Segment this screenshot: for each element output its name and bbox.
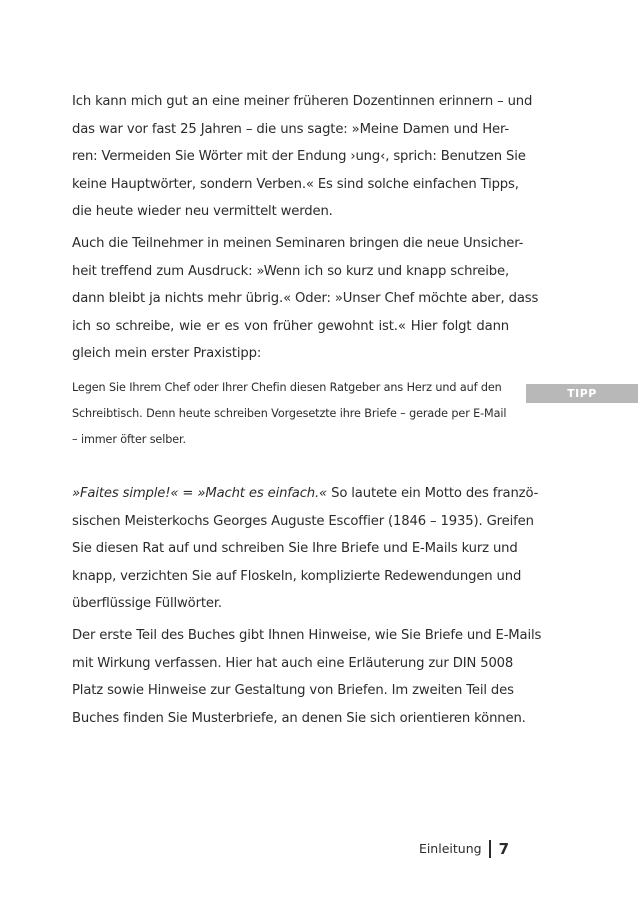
text-line: sischen Meisterkochs Georges Auguste Escoffier (1846 – 1935). Greifen: [72, 513, 534, 529]
tip-line: Schreibtisch. Denn heute schreiben Vorgesetzte ihre Briefe – gerade per E-Mail: [72, 407, 507, 420]
text-line: dann bleibt ja nichts mehr übrig.« Oder: »Unser Chef möchte aber, dass: [72, 291, 539, 307]
text-line: Platz sowie Hinweise zur Gestaltung von Briefen. Im zweiten Teil des: [72, 683, 514, 699]
paragraph-escoffier: [72, 480, 539, 618]
page-footer: [0, 838, 509, 859]
text-line: das war vor fast 25 Jahren – die uns sagte: »Meine Damen und Her-: [72, 121, 509, 137]
text-line: mit Wirkung verfassen. Hier hat auch eine Erläuterung zur DIN 5008: [72, 655, 514, 671]
page-number: 7: [498, 839, 509, 858]
text-line: heit treffend zum Ausdruck: »Wenn ich so kurz und knapp schreibe,: [72, 263, 509, 279]
motto-rest: So lautete ein Motto des franzö-: [327, 486, 539, 501]
text-line: knapp, verzichten Sie auf Floskeln, komplizierte Redewendungen und: [72, 568, 522, 584]
text-line: überflüssige Füllwörter.: [72, 596, 222, 612]
text-line: [72, 480, 539, 508]
tip-line: Legen Sie Ihrem Chef oder Ihrer Chefin diesen Ratgeber ans Herz und auf den: [72, 381, 502, 394]
text-line: Buches finden Sie Musterbriefe, an denen Sie sich orientieren können.: [72, 710, 526, 726]
tip-line: – immer öfter selber.: [72, 433, 186, 446]
tip-badge: TIPP: [526, 384, 638, 403]
text-line: Ich kann mich gut an eine meiner früheren Dozentinnen erinnern – und: [72, 94, 533, 109]
text-line: keine Hauptwörter, sondern Verben.« Es sind solche einfachen Tipps,: [72, 176, 519, 192]
chapter-title: Einleitung: [418, 840, 482, 856]
motto-quote: »Faites simple!« = »Macht es einfach.«: [72, 486, 328, 501]
footer-divider: [489, 840, 491, 858]
paragraph-intro: [72, 88, 533, 226]
tip-box-text: [72, 375, 509, 453]
text-line: gleich mein erster Praxistipp:: [72, 346, 262, 362]
text-line: Auch die Teilnehmer in meinen Seminaren bringen die neue Unsicher-: [72, 236, 524, 251]
text-line: ich so schreibe, wie er es von früher gewohnt ist.« Hier folgt dann: [72, 318, 509, 334]
paragraph-book-structure: [72, 622, 542, 732]
text-line: Sie diesen Rat auf und schreiben Sie Ihre Briefe und E-Mails kurz und: [72, 541, 518, 557]
paragraph-seminars: [72, 230, 539, 368]
text-line: ren: Vermeiden Sie Wörter mit der Endung ›ung‹, sprich: Benutzen Sie: [72, 149, 526, 165]
text-line: Der erste Teil des Buches gibt Ihnen Hinweise, wie Sie Briefe und E-Mails: [72, 628, 542, 643]
text-line: die heute wieder neu vermittelt werden.: [72, 204, 333, 220]
